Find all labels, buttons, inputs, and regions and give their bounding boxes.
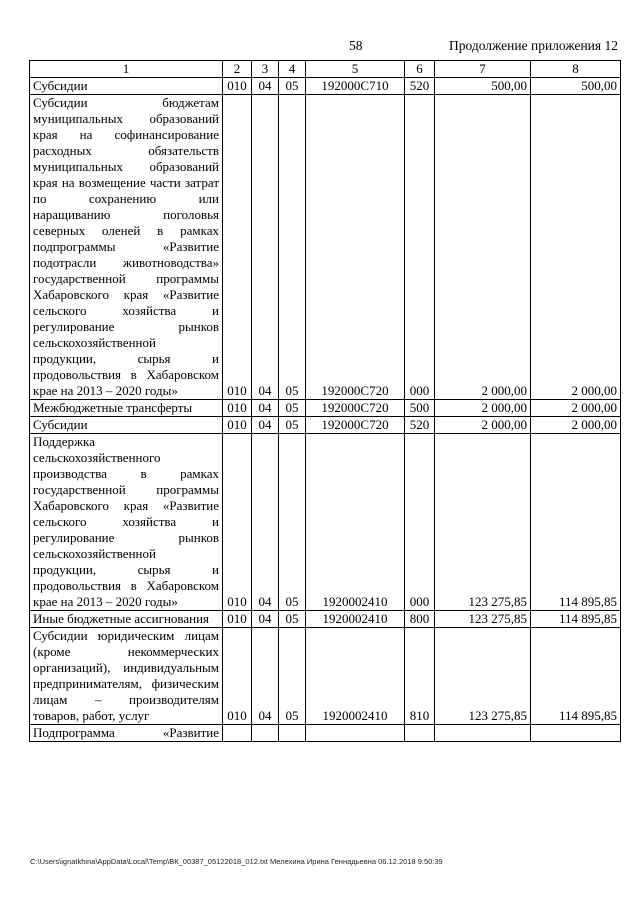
- cell-target: 192000С720: [306, 95, 405, 400]
- table-row: [30, 417, 621, 434]
- table-row: [30, 434, 621, 611]
- cell-subsection: 05: [279, 78, 306, 95]
- cell-section: 04: [252, 434, 279, 611]
- col-header-6: 6: [405, 61, 435, 78]
- cell-amount-2: 114 895,85: [531, 628, 621, 725]
- cell-ministry: [223, 725, 252, 742]
- cell-expense-type: [405, 725, 435, 742]
- cell-target: 1920002410: [306, 434, 405, 611]
- cell-target: 1920002410: [306, 628, 405, 725]
- cell-subsection: [279, 725, 306, 742]
- cell-subsection: 05: [279, 417, 306, 434]
- cell-subsection: 05: [279, 434, 306, 611]
- cell-amount-1: 123 275,85: [435, 611, 531, 628]
- row-name: Субсидии: [30, 78, 223, 95]
- cell-expense-type: 520: [405, 78, 435, 95]
- table-row: [30, 95, 621, 400]
- row-name: Подпрограмма «Развитие: [30, 725, 223, 742]
- cell-expense-type: 000: [405, 434, 435, 611]
- cell-expense-type: 520: [405, 417, 435, 434]
- cell-expense-type: 810: [405, 628, 435, 725]
- cell-ministry: 010: [223, 95, 252, 400]
- col-header-3: 3: [252, 61, 279, 78]
- cell-target: 1920002410: [306, 611, 405, 628]
- cell-amount-1: 123 275,85: [435, 434, 531, 611]
- file-path-footer: C:\Users\ignatkhina\AppData\Local\Temp\ВК_00387_05122018_012.txt Мелехина Ирина Геннадьевна 06.12.2018 9:50:39: [30, 857, 443, 866]
- cell-expense-type: 000: [405, 95, 435, 400]
- continuation-label: Продолжение приложения 12: [448, 38, 618, 53]
- table-row: [30, 611, 621, 628]
- row-name: Поддержка сельскохозяйственного производства в рамках государственной программы Хабаровского края «Развитие сельского хозяйства и регулирование рынков сельскохозяйственной продукции, сырья и продовольствия в Хабаровском крае на 2013 – 2020 годы»: [30, 434, 223, 611]
- cell-target: 192000С720: [306, 400, 405, 417]
- cell-expense-type: 500: [405, 400, 435, 417]
- row-name: Субсидии: [30, 417, 223, 434]
- col-header-1: 1: [30, 61, 223, 78]
- page-number: 58: [349, 38, 363, 53]
- cell-section: [252, 725, 279, 742]
- cell-amount-1: 500,00: [435, 78, 531, 95]
- cell-amount-2: 2 000,00: [531, 417, 621, 434]
- cell-amount-1: 2 000,00: [435, 95, 531, 400]
- cell-amount-2: 2 000,00: [531, 95, 621, 400]
- table-row: [30, 628, 621, 725]
- table-row: [30, 725, 621, 742]
- cell-section: 04: [252, 611, 279, 628]
- cell-section: 04: [252, 628, 279, 725]
- row-name: Иные бюджетные ассигнования: [30, 611, 223, 628]
- cell-subsection: 05: [279, 400, 306, 417]
- cell-target: 192000С720: [306, 417, 405, 434]
- col-header-2: 2: [223, 61, 252, 78]
- column-number-row: [30, 61, 621, 78]
- cell-amount-2: 114 895,85: [531, 434, 621, 611]
- cell-subsection: 05: [279, 611, 306, 628]
- cell-ministry: 010: [223, 400, 252, 417]
- cell-amount-1: [435, 725, 531, 742]
- cell-section: 04: [252, 417, 279, 434]
- cell-ministry: 010: [223, 417, 252, 434]
- col-header-8: 8: [531, 61, 621, 78]
- cell-expense-type: 800: [405, 611, 435, 628]
- budget-table: [29, 60, 621, 742]
- cell-amount-2: [531, 725, 621, 742]
- cell-amount-1: 2 000,00: [435, 400, 531, 417]
- table-row: [30, 400, 621, 417]
- cell-section: 04: [252, 78, 279, 95]
- cell-amount-2: 500,00: [531, 78, 621, 95]
- col-header-5: 5: [306, 61, 405, 78]
- cell-subsection: 05: [279, 95, 306, 400]
- cell-section: 04: [252, 95, 279, 400]
- cell-ministry: 010: [223, 434, 252, 611]
- cell-ministry: 010: [223, 628, 252, 725]
- row-name: Межбюджетные трансферты: [30, 400, 223, 417]
- col-header-4: 4: [279, 61, 306, 78]
- col-header-7: 7: [435, 61, 531, 78]
- row-name: Субсидии бюджетам муниципальных образований края на софинансирование расходных обязательств муниципальных образований края на возмещение части затрат по сохранению или наращиванию поголовья северных оленей в рамках подпрограммы «Развитие подотрасли животноводства» государственной программы Хабаровского края «Развитие сельского хозяйства и регулирование рынков сельскохозяйственной продукции, сырья и продовольствия в Хабаровском крае на 2013 – 2020 годы»: [30, 95, 223, 400]
- cell-amount-1: 2 000,00: [435, 417, 531, 434]
- cell-target: [306, 725, 405, 742]
- cell-ministry: 010: [223, 611, 252, 628]
- cell-target: 192000С710: [306, 78, 405, 95]
- cell-section: 04: [252, 400, 279, 417]
- cell-ministry: 010: [223, 78, 252, 95]
- cell-subsection: 05: [279, 628, 306, 725]
- cell-amount-2: 2 000,00: [531, 400, 621, 417]
- row-name: Субсидии юридическим лицам (кроме некоммерческих организаций), индивидуальным предпринимателям, физическим лицам – производителям товаров, работ, услуг: [30, 628, 223, 725]
- cell-amount-1: 123 275,85: [435, 628, 531, 725]
- cell-amount-2: 114 895,85: [531, 611, 621, 628]
- table-row: [30, 78, 621, 95]
